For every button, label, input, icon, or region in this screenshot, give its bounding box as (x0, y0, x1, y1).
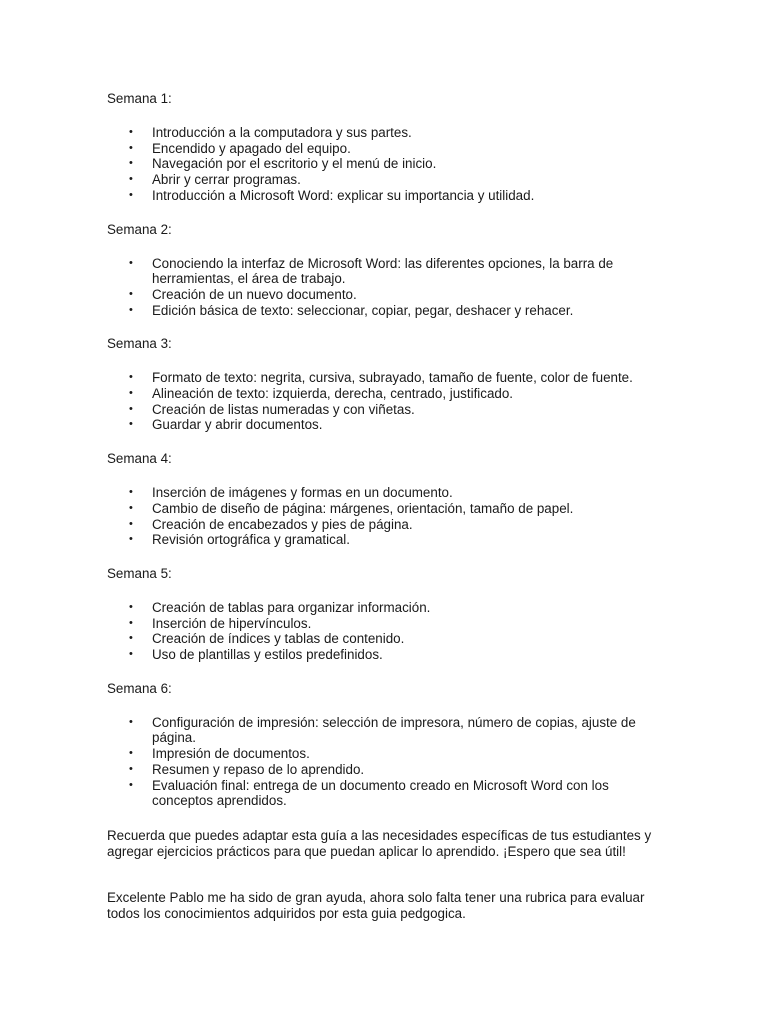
document-page (107, 91, 667, 922)
week-1-list (107, 125, 667, 204)
bullet-icon: • (129, 600, 133, 613)
bullet-icon: • (129, 371, 133, 384)
list-item: • Inserción de hipervínculos. (129, 615, 312, 631)
list-item: • Inserción de imágenes y formas en un documento. (129, 485, 453, 501)
bullet-icon: • (129, 418, 133, 431)
week-3-heading: Semana 3: (107, 336, 172, 352)
bullet-icon: • (129, 402, 133, 415)
bullet-icon: • (129, 715, 133, 728)
bullet-icon: • (129, 157, 133, 170)
week-5-list (107, 600, 667, 663)
week-6-list (107, 715, 667, 809)
list-item: • Edición básica de texto: seleccionar, copiar, pegar, deshacer y rehacer. (129, 302, 574, 318)
bullet-icon: • (129, 762, 133, 775)
week-4-heading: Semana 4: (107, 451, 172, 467)
list-item: • Evaluación final: entrega de un documento creado en Microsoft Word con los conceptos aprendidos. (129, 777, 609, 809)
list-item: • Uso de plantillas y estilos predefinidos. (129, 647, 383, 663)
week-4-list (107, 485, 667, 548)
reply-paragraph: Excelente Pablo me ha sido de gran ayuda, ahora solo falta tener una rubrica para evaluar todos los conocimientos adquiridos por esta guia pedgogica. (107, 890, 645, 922)
list-item: • Encendido y apagado del equipo. (129, 140, 351, 156)
bullet-icon: • (129, 778, 133, 791)
list-item: • Creación de índices y tablas de contenido. (129, 631, 405, 647)
bullet-icon: • (129, 188, 133, 201)
list-item: • Introducción a Microsoft Word: explicar su importancia y utilidad. (129, 187, 535, 203)
list-item: • Cambio de diseño de página: márgenes, orientación, tamaño de papel. (129, 500, 574, 516)
bullet-icon: • (129, 173, 133, 186)
bullet-icon: • (129, 126, 133, 138)
week-3-list (107, 370, 667, 433)
recommendation-paragraph: Recuerda que puedes adaptar esta guía a las necesidades específicas de tus estudiantes y agregar ejercicios prácticos para que puedan aplicar lo aprendido. ¡Espero que sea útil! (107, 827, 652, 859)
list-item: • Impresión de documentos. (129, 746, 310, 762)
bullet-icon: • (129, 501, 133, 514)
list-item: • Configuración de impresión: selección de impresora, número de copias, ajuste de página. (129, 714, 636, 746)
list-item: • Creación de listas numeradas y con viñetas. (129, 401, 415, 417)
bullet-icon: • (129, 517, 133, 530)
bullet-icon: • (129, 287, 133, 300)
list-item: • Introducción a la computadora y sus partes. (129, 125, 412, 140)
list-item: • Alineación de texto: izquierda, derecha, centrado, justificado. (129, 386, 514, 402)
bullet-icon: • (129, 387, 133, 400)
bullet-icon: • (129, 486, 133, 499)
list-item: • Navegación por el escritorio y el menú de inicio. (129, 156, 437, 172)
week-1-heading: Semana 1: (107, 91, 172, 106)
bullet-icon: • (129, 616, 133, 629)
week-2-heading: Semana 2: (107, 221, 172, 237)
list-item: • Guardar y abrir documentos. (129, 417, 323, 433)
bullet-icon: • (129, 141, 133, 154)
list-item: • Revisión ortográfica y gramatical. (129, 532, 350, 548)
bullet-icon: • (129, 632, 133, 645)
list-item: • Conociendo la interfaz de Microsoft Word: las diferentes opciones, la barra de herramientas, el área de trabajo. (129, 255, 614, 287)
bullet-icon: • (129, 303, 133, 316)
bullet-icon: • (129, 747, 133, 760)
list-item: • Resumen y repaso de lo aprendido. (129, 761, 365, 777)
week-5-heading: Semana 5: (107, 565, 172, 581)
list-item: • Creación de un nuevo documento. (129, 286, 357, 302)
list-item: • Creación de tablas para organizar información. (129, 599, 431, 615)
list-item: • Formato de texto: negrita, cursiva, subrayado, tamaño de fuente, color de fuente. (129, 370, 633, 386)
list-item: • Abrir y cerrar programas. (129, 172, 301, 188)
week-2-list (107, 256, 667, 319)
bullet-icon: • (129, 256, 133, 269)
week-6-heading: Semana 6: (107, 680, 172, 696)
bullet-icon: • (129, 533, 133, 546)
bullet-icon: • (129, 648, 133, 661)
list-item: • Creación de encabezados y pies de página. (129, 516, 413, 532)
